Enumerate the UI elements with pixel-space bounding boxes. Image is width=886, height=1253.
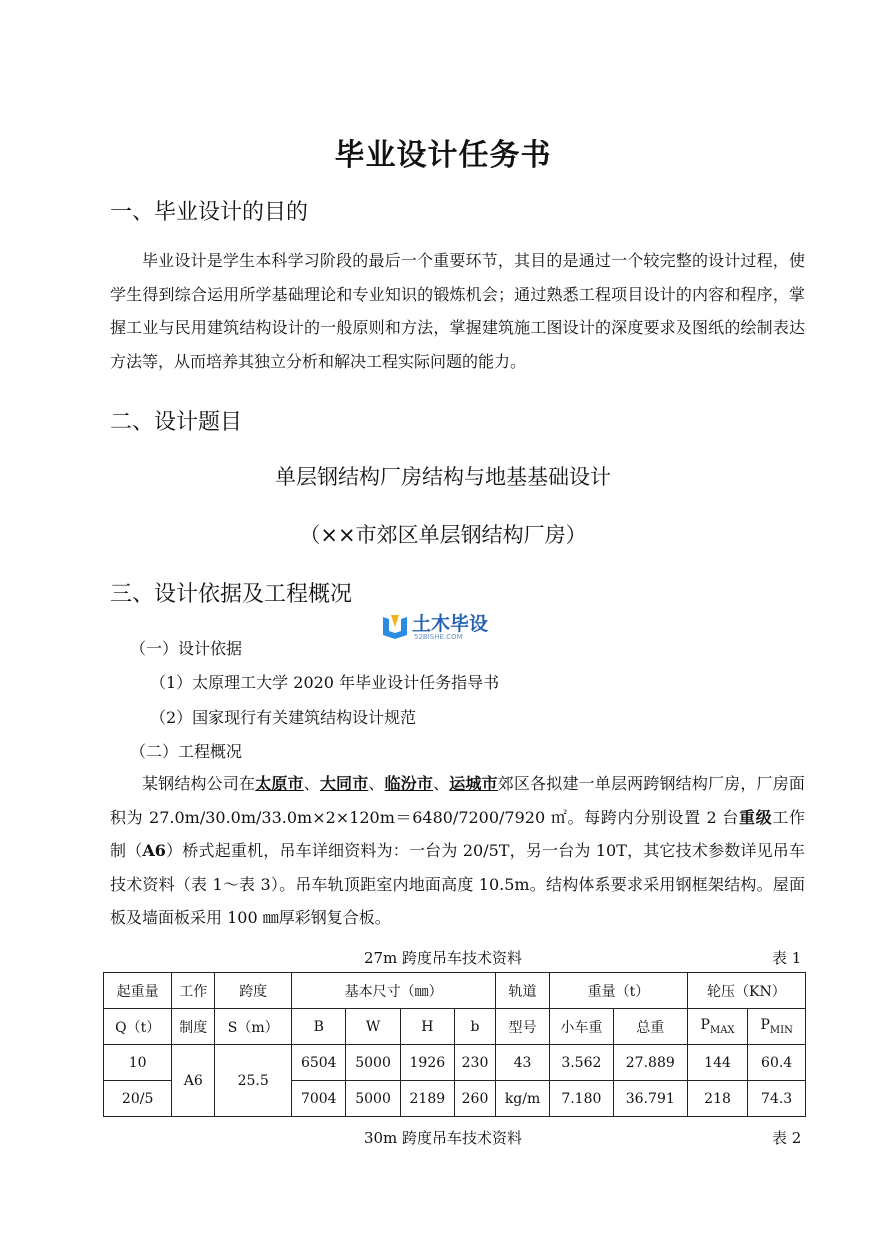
table-cell: 7004 (292, 1081, 346, 1117)
header-cell: W (346, 1009, 400, 1045)
header-cell: 总重 (613, 1009, 687, 1045)
header-cell: 重量（t） (550, 973, 688, 1009)
header-cell: 跨度 (215, 973, 292, 1009)
table1-label: 表 1 (772, 949, 802, 967)
table-cell: 3.562 (550, 1045, 614, 1081)
header-cell-pmax: $P_{MAX}$ (687, 1009, 747, 1045)
section-heading-basis: 三、设计依据及工程概况 (110, 582, 353, 607)
table-cell: 43 (496, 1045, 550, 1081)
table-cell: 7.180 (550, 1081, 614, 1117)
table-cell: 218 (687, 1081, 747, 1117)
table-cell: 36.791 (613, 1081, 687, 1117)
header-cell: 制度 (172, 1009, 215, 1045)
header-cell: 起重量 (104, 973, 172, 1009)
purpose-paragraph (110, 244, 805, 378)
svg-text:52BISHE.COM: 52BISHE.COM (414, 633, 463, 641)
svg-text:土木毕设: 土木毕设 (412, 613, 489, 635)
design-subtopic: （××市郊区单层钢结构厂房） (299, 523, 587, 547)
table-cell: 25.5 (215, 1045, 292, 1117)
header-cell: 小车重 (550, 1009, 614, 1045)
header-cell: H (400, 1009, 454, 1045)
table-cell: 27.889 (613, 1045, 687, 1081)
table2-caption: 30m 跨度吊车技术资料 (363, 1129, 523, 1147)
purpose-text: 毕业设计是学生本科学习阶段的最后一个重要环节，其目的是通过一个较完整的设计过程，使学生得到综合运用所学基础理论和专业知识的锻炼机会；通过熟悉工程项目设计的内容和程序，掌握工业与民用建筑结构设计的一般原则和方法，掌握建筑施工图设计的深度要求及图纸的绘制表达方法等，从而培养其独立分析和解决工程实际问题的能力。 (110, 251, 805, 371)
table-cell: 60.4 (748, 1045, 806, 1081)
overview-paragraph: 某钢结构公司在太原市、大同市、临汾市、运城市郊区各拟建一单层两跨钢结构厂房，厂房面积为 27.0m/30.0m/33.0m×2×120m＝6480/7200/7920 ㎡。每跨内分别设置 2 台重级工作制（A6）桥式起重机，吊车详细资料为：一台为 20/5T，另一台为 10T，其它技术参数详见吊车技术资料（表 1～表 3）。吊车轨顶距室内地面高度 10.5m。结构体系要求采用钢框架结构。屋面板及墙面板采用 100 ㎜厚彩钢复合板。 (110, 774, 805, 927)
header-cell-pmin: $P_{MIN}$ (748, 1009, 806, 1045)
table-cell: A6 (172, 1045, 215, 1117)
header-cell: 工作 (172, 973, 215, 1009)
header-cell: 型号 (496, 1009, 550, 1045)
logo-mark-icon (381, 611, 509, 641)
section-heading-topic: 二、设计题目 (110, 410, 243, 435)
city-linfen: 临汾市 (384, 774, 434, 793)
table-row (104, 1045, 806, 1081)
header-cell: 基本尺寸（㎜） (292, 973, 496, 1009)
table-cell: 6504 (292, 1045, 346, 1081)
design-topic: 单层钢结构厂房结构与地基基础设计 (275, 465, 611, 489)
table-cell: 144 (687, 1045, 747, 1081)
site-logo (381, 611, 509, 641)
table-cell: 20/5 (104, 1081, 172, 1117)
table-cell: 10 (104, 1045, 172, 1081)
city-yuncheng: 运城市 (449, 774, 498, 793)
table-cell: kg/m (496, 1081, 550, 1117)
city-datong: 大同市 (319, 774, 369, 793)
basis-heading: （一）设计依据 (130, 639, 243, 658)
crane-spec-table-27m (103, 972, 806, 1117)
basis-item-1: （1）太原理工大学 2020 年毕业设计任务指导书 (150, 673, 500, 692)
page-title: 毕业设计任务书 (334, 138, 552, 173)
header-cell: B (292, 1009, 346, 1045)
basis-item-2: （2）国家现行有关建筑结构设计规范 (150, 708, 417, 727)
header-cell: b (454, 1009, 495, 1045)
table-cell: 74.3 (748, 1081, 806, 1117)
table-cell: 5000 (346, 1045, 400, 1081)
table1-caption: 27m 跨度吊车技术资料 (363, 949, 523, 967)
table-cell: 1926 (400, 1045, 454, 1081)
header-cell: Q（t） (104, 1009, 172, 1045)
header-cell: 轮压（KN） (687, 973, 805, 1009)
overview-heading: （二）工程概况 (130, 742, 243, 761)
table-cell: 5000 (346, 1081, 400, 1117)
section-heading-purpose: 一、毕业设计的目的 (110, 200, 309, 225)
table-cell: 260 (454, 1081, 495, 1117)
city-taiyuan: 太原市 (255, 774, 304, 793)
table2-label: 表 2 (772, 1129, 802, 1147)
table-cell: 2189 (400, 1081, 454, 1117)
header-cell: S（m） (215, 1009, 292, 1045)
header-cell: 轨道 (496, 973, 550, 1009)
table-cell: 230 (454, 1045, 495, 1081)
